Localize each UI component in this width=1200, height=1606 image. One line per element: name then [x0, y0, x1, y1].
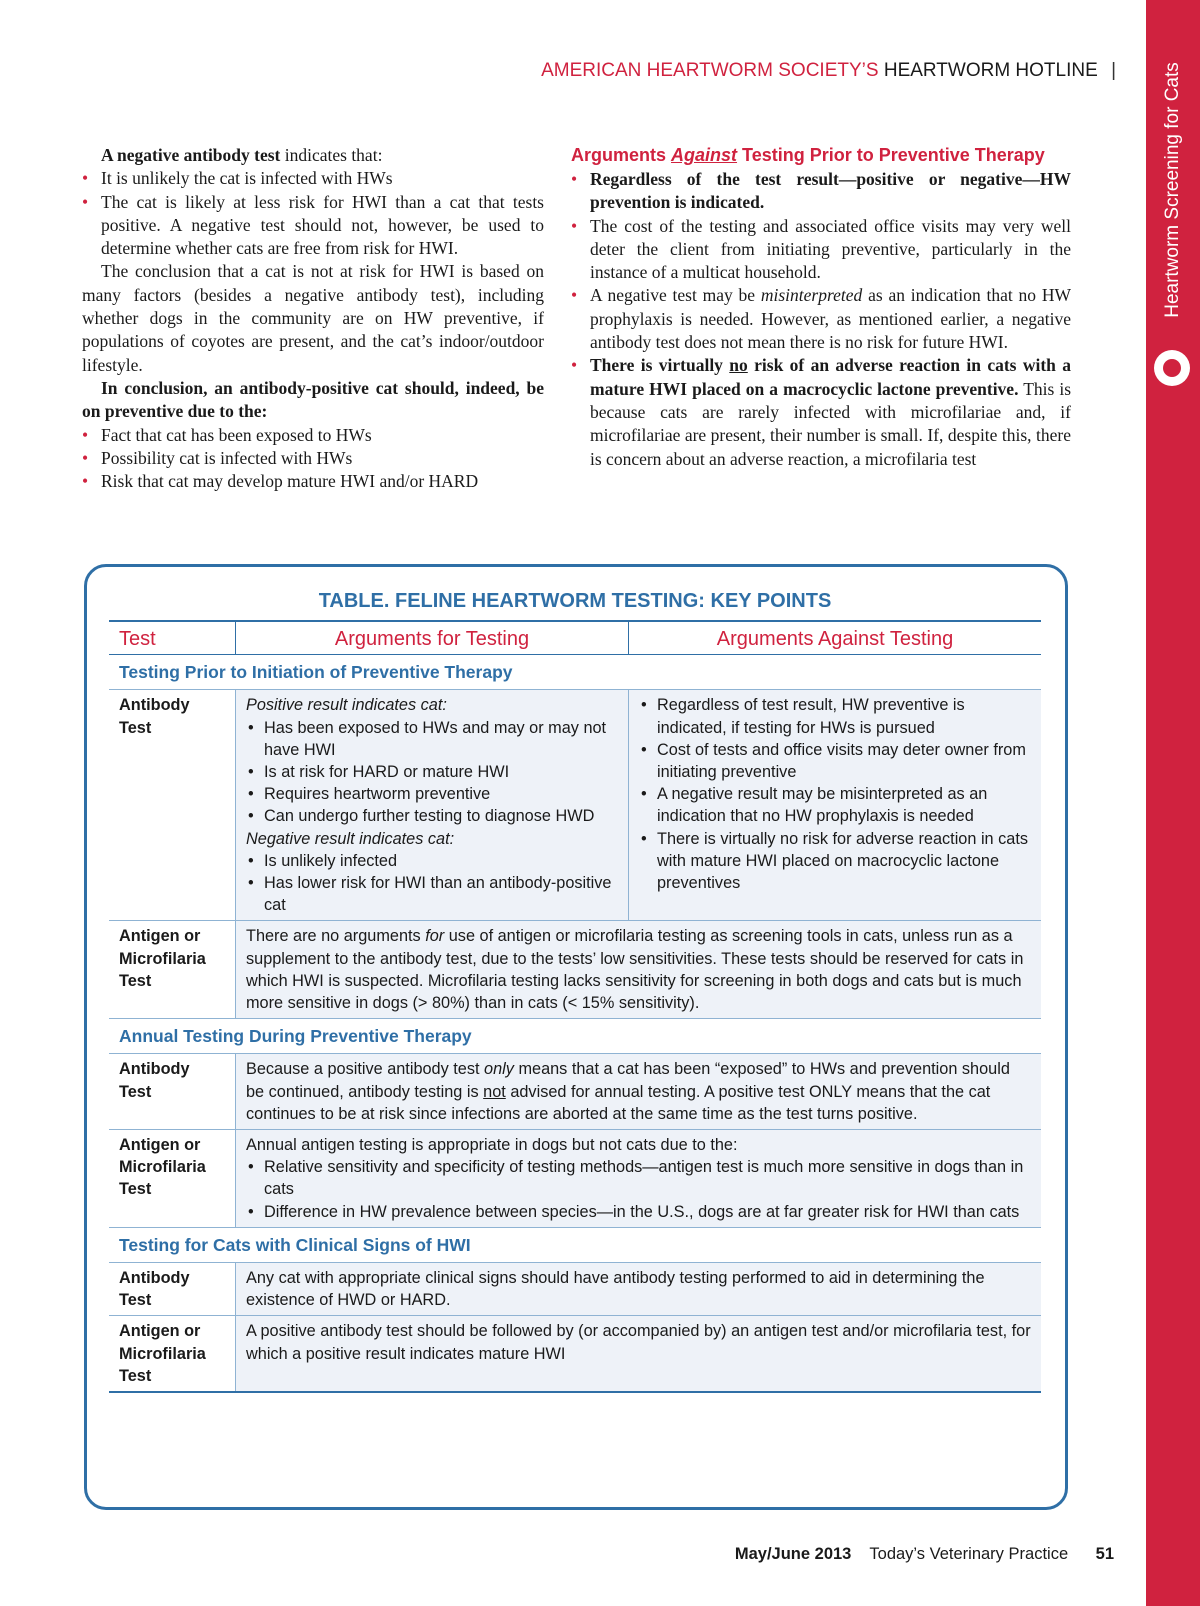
list-item: • Has been exposed to HWs and may or may not have HWI — [246, 717, 618, 761]
table-row — [109, 1263, 1041, 1316]
conclusion-paragraph: The conclusion that a cat is not at risk for HWI is based on many factors (besides a negative antibody test), including whether dogs in the community are on HW preventive, if populations of coyotes are present, and the cat’s indoor/outdoor lifestyle. — [82, 261, 544, 375]
b4-u: no — [729, 355, 748, 376]
section-row — [109, 1227, 1041, 1262]
b4-post: risk of an adverse reaction in cats with a mature HWI placed on a macrocyclic lactone preventive. — [590, 355, 1072, 399]
merged-cell: Any cat with appropriate clinical signs should have antibody testing performed to aid in determining the existence of HWD or HARD. — [236, 1263, 1042, 1316]
negative-intro — [82, 144, 544, 167]
test-name: Antibody Test — [109, 690, 236, 921]
footer-publication: Today’s Veterinary Practice — [869, 1545, 1069, 1563]
left-column — [82, 144, 544, 493]
header-title: HEARTWORM HOTLINE — [883, 60, 1098, 81]
page-footer — [735, 1545, 1114, 1564]
list-item — [571, 284, 1071, 354]
section-clinical: Testing for Cats with Clinical Signs of HWI — [109, 1227, 1041, 1262]
key-points-table — [109, 620, 1041, 1393]
table-row — [109, 921, 1041, 1019]
b3-em: misinterpreted — [760, 285, 863, 306]
footer-issue: May/June 2013 — [734, 1545, 852, 1563]
list-item: • There is virtually no risk for adverse reaction in cats with mature HWI placed on macrocyclic lactone preventives — [639, 828, 1031, 895]
header-society: AMERICAN HEARTWORM SOCIETY’S — [541, 60, 879, 81]
heading-post: Testing Prior to Preventive Therapy — [737, 145, 1045, 165]
table-header-row — [109, 621, 1041, 655]
table-title: TABLE. FELINE HEARTWORM TESTING: KEY POINTS — [318, 590, 832, 612]
merged-cell — [236, 1054, 1042, 1130]
against-bullets — [571, 168, 1071, 471]
s2-b: means that a cat has been “exposed” to HWs and prevention should be continued, antibody testing is — [246, 1060, 1010, 1101]
b4-pre: There is virtually — [590, 355, 730, 376]
heading-against: Against — [671, 145, 738, 165]
merged-cell — [236, 1130, 1042, 1228]
sidebar-label: Heartworm Screening for Cats — [1162, 62, 1183, 318]
s2-antigen-intro: Annual antigen testing is appropriate in dogs but not cats due to the: — [246, 1136, 738, 1155]
list-item: • Risk that cat may develop mature HWI and/or HARD — [82, 470, 544, 493]
test-name: Antibody Test — [109, 1054, 236, 1130]
antigen-em: for — [425, 927, 445, 946]
section-annual: Annual Testing During Preventive Therapy — [109, 1019, 1041, 1054]
pos-heading: Positive result indicates cat: — [246, 696, 447, 715]
section-row — [109, 655, 1041, 690]
heading-pre: Arguments — [571, 145, 672, 165]
bullet-bold: Regardless of the test result—positive or negative—HW prevention is indicated. — [590, 169, 1071, 213]
col-for-header: Arguments for Testing — [236, 621, 629, 655]
table-row — [109, 1130, 1041, 1228]
b3-pre: A negative test may be — [590, 285, 761, 306]
test-name: Antigen or Microfilaria Test — [109, 1316, 236, 1392]
b3-post: as an indication that no HW prophylaxis is needed. However, as mentioned earlier, a negative antibody test does not mean there is no risk for future HWI. — [590, 285, 1071, 353]
list-item: • It is unlikely the cat is infected with HWs — [82, 167, 544, 190]
antigen-pre: There are no arguments — [246, 927, 426, 946]
test-name: Antigen or Microfilaria Test — [109, 921, 236, 1019]
test-name: Antigen or Microfilaria Test — [109, 1130, 236, 1228]
right-column — [571, 144, 1071, 471]
list-item: • Requires heartworm preventive — [246, 783, 618, 805]
header-separator: | — [1111, 60, 1116, 81]
list-item: • Has lower risk for HWI than an antibody-positive cat — [246, 872, 618, 916]
positive-heading — [82, 377, 544, 424]
for-cell — [236, 690, 629, 921]
negative-bullets — [82, 167, 544, 260]
s2-c: advised for annual testing. A positive test ONLY means that the cat continues to be at risk since infections are aborted at the same time as the test turns positive. — [246, 1082, 991, 1123]
col-test-header: Test — [109, 621, 236, 655]
b4-rest: This is because cats are rarely infected with microfilariae and, if microfilariae are present, their number is small. If, despite this, there is concern about an adverse reaction, a microfilaria test — [590, 378, 1072, 469]
list-item: • A negative result may be misinterpreted as an indication that no HW prophylaxis is needed — [639, 783, 1031, 827]
negative-intro-bold: A negative antibody test — [101, 145, 281, 165]
merged-cell: A positive antibody test should be followed by (or accompanied by) an antigen test and/or microfilaria test, for which a positive result indicates mature HWI — [236, 1316, 1042, 1392]
list-item — [571, 168, 1071, 215]
list-item: • Regardless of test result, HW preventive is indicated, if testing for HWs is pursued — [639, 694, 1031, 738]
list-item: • Difference in HW prevalence between species—in the U.S., dogs are at far greater risk for HWI than cats — [246, 1201, 1031, 1223]
positive-bullets — [82, 424, 544, 494]
s2-u: not — [483, 1082, 506, 1101]
list-item: • Cost of tests and office visits may deter owner from initiating preventive — [639, 739, 1031, 783]
table-row — [109, 690, 1041, 921]
list-item: • Is unlikely infected — [246, 850, 618, 872]
section-row — [109, 1019, 1041, 1054]
table-row — [109, 1054, 1041, 1130]
table-row — [109, 1316, 1041, 1392]
positive-heading-text: In conclusion, an antibody-positive cat should, indeed, be on preventive due to the: — [82, 377, 544, 422]
list-item: • Fact that cat has been exposed to HWs — [82, 424, 544, 447]
list-item: • The cost of the testing and associated office visits may very well deter the client from initiating preventive, particularly in the instance of a multicat household. — [571, 215, 1071, 285]
page-number: 51 — [1095, 1545, 1114, 1563]
arguments-against-heading — [571, 144, 1071, 166]
col-against-header: Arguments Against Testing — [629, 621, 1042, 655]
antigen-post: use of antigen or microfilaria testing as screening tools in cats, unless run as a supplement to the antibody test, due to the tests’ low sensitivities. These tests should be reserved for cats in which HWI is suspected. Microfilaria testing lacks sensitivity for screening in both dogs and cats but is much more sensitive in dogs (> 80%) than in cats (< 15% sensitivity). — [246, 927, 1024, 1013]
merged-cell — [236, 921, 1042, 1019]
list-item: • Relative sensitivity and specificity of testing methods—antigen test is much more sensitive in dogs than in cats — [246, 1156, 1031, 1200]
list-item: • Can undergo further testing to diagnose HWD — [246, 805, 618, 827]
neg-heading: Negative result indicates cat: — [246, 829, 455, 848]
page-header — [541, 60, 1116, 82]
heartworm-society-logo-icon — [1154, 350, 1190, 386]
list-item: • The cat is likely at less risk for HWI than a cat that tests positive. A negative test should not, however, be used to determine whether cats are free from risk for HWI. — [82, 191, 544, 261]
list-item: • Is at risk for HARD or mature HWI — [246, 761, 618, 783]
list-item: • Possibility cat is infected with HWs — [82, 447, 544, 470]
s2-em: only — [484, 1060, 514, 1079]
s2-a: Because a positive antibody test — [246, 1060, 485, 1079]
section-prior-preventive: Testing Prior to Initiation of Preventive Therapy — [109, 655, 1041, 690]
against-cell — [629, 690, 1042, 921]
list-item — [571, 354, 1071, 470]
negative-intro-rest: indicates that: — [280, 145, 383, 165]
test-name: Antibody Test — [109, 1263, 236, 1316]
